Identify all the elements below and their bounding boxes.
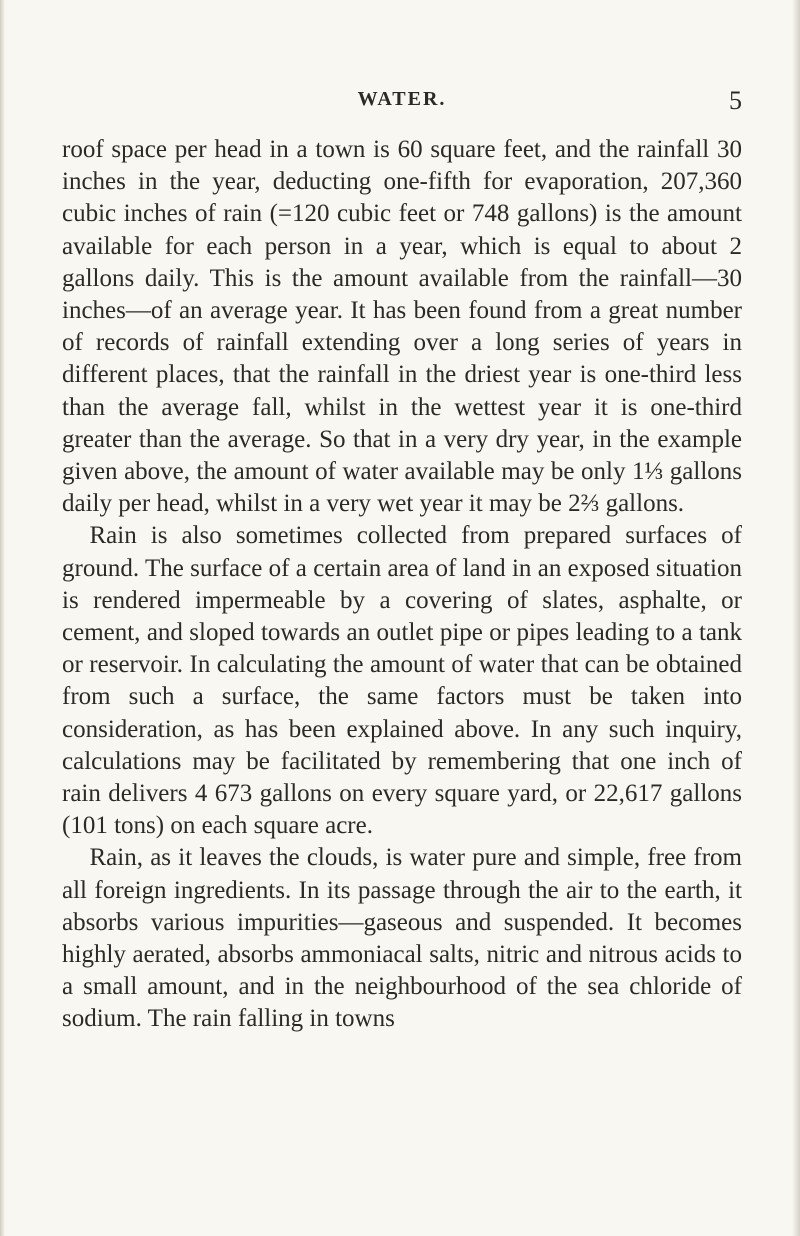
page-number: 5: [729, 86, 742, 115]
page-edge-left: [0, 0, 5, 1236]
body-text: [62, 134, 742, 1036]
paragraph-2: Rain is also sometimes collected from prepared surfaces of ground. The surface of a certain area of land in an exposed situation is rendered impermeable by a covering of slates, asphalte, or cement, and sloped towards an outlet pipe or pipes leading to a tank or reservoir. In calculating the amount of water that can be obtained from such a surface, the same factors must be taken into consideration, as has been explained above. In any such inquiry, calculations may be facilitated by remembering that one inch of rain delivers 4 673 gallons on every square yard, or 22,617 gallons (101 tons) on each square acre.: [62, 522, 742, 840]
running-header: [62, 88, 742, 118]
paragraph-3: Rain, as it leaves the clouds, is water pure and simple, free from all foreign ingredients. In its passage through the air to the earth, it absorbs various impurities—gaseous and suspended. It becomes highly aerated, absorbs ammoniacal salts, nitric and nitrous acids to a small amount, and in the neighbourhood of the sea chloride of sodium. The rain falling in towns: [62, 844, 742, 1033]
page-edge-right: [792, 0, 800, 1236]
paragraph-1: roof space per head in a town is 60 square feet, and the rainfall 30 inches in the year, deducting one-fifth for evaporation, 207,360 cubic inches of rain (=120 cubic feet or 748 gallons) is the amount available for each person in a year, which is equal to about 2 gallons daily. This is the amount available from the rainfall—30 inches—of an average year. It has been found from a great number of records of rainfall extending over a long series of years in different places, that the rainfall in the driest year is one-third less than the average fall, whilst in the wettest year it is one-third greater than the average. So that in a very dry year, in the example given above, the amount of water available may be only 1⅓ gallons daily per head, whilst in a very wet year it may be 2⅔ gallons.: [62, 136, 742, 518]
running-title: WATER.: [357, 88, 447, 110]
